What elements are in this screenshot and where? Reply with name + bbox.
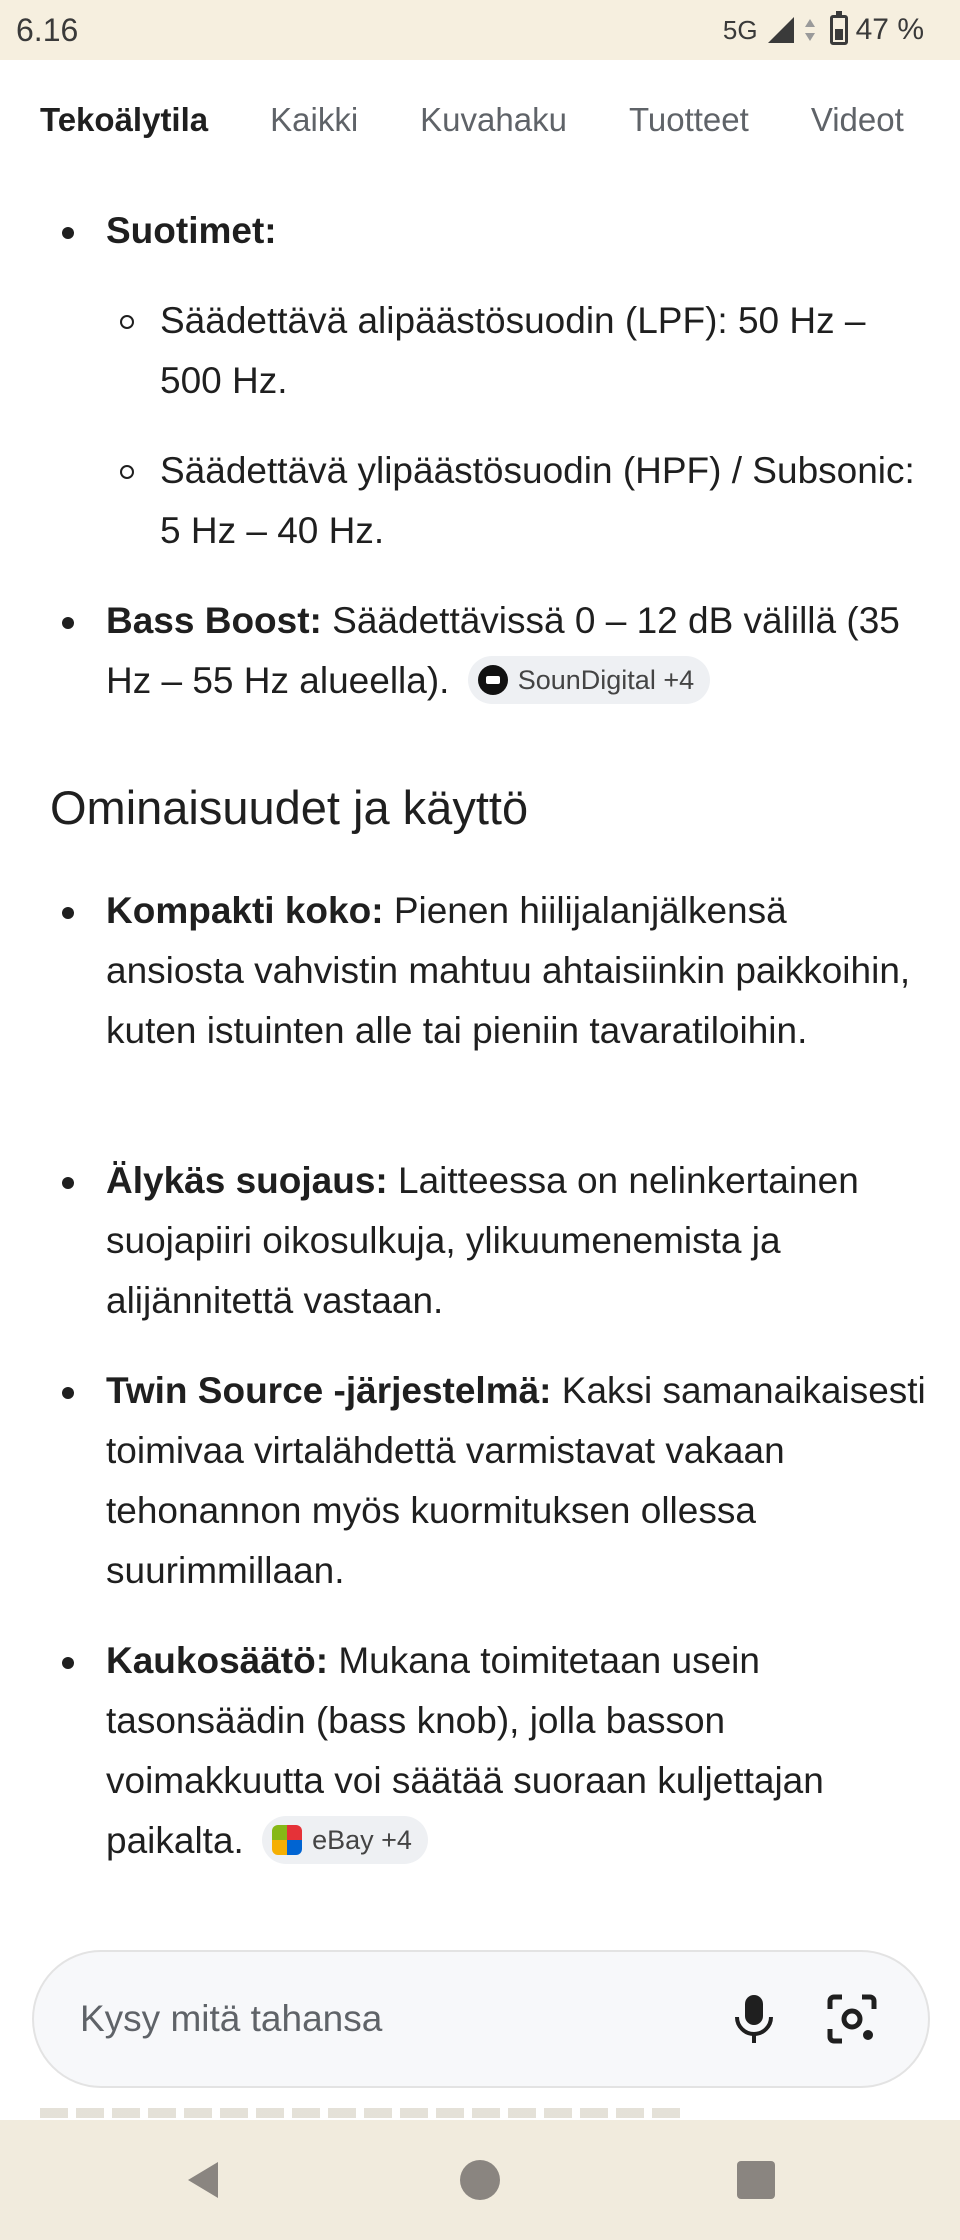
status-time: 6.16 [16, 12, 79, 48]
sub-list-item [160, 441, 920, 561]
feature-text: Pienen hiilijalanjälkensä ansiosta vahvistin mahtuu ahtaisiinkin paikkoihin, kuten istuinten alle tai pieniin tavaratiloihin. [106, 890, 911, 1051]
ask-input[interactable] [80, 1952, 680, 2086]
source-chip-label: eBay +4 [312, 1825, 412, 1856]
source-chip-ebay[interactable] [262, 1816, 428, 1864]
tab-all[interactable]: Kaikki [270, 101, 359, 138]
status-bar [0, 0, 960, 60]
voice-search-button[interactable] [724, 1989, 784, 2049]
tab-ai-mode[interactable]: Tekoälytila [40, 101, 209, 138]
ai-answer-content [0, 180, 960, 1950]
source-chip-soundigital[interactable] [468, 656, 710, 704]
mic-icon [724, 1989, 784, 2049]
soundigital-logo-icon [478, 665, 508, 695]
battery-level: 47 % [855, 13, 924, 46]
battery-icon [830, 15, 848, 45]
status-indicators [715, 12, 924, 48]
feature-label: Twin Source -järjestelmä: [106, 1370, 552, 1411]
section-heading: Ominaisuudet ja käyttö [50, 781, 529, 834]
feature-text: Mukana toimitetaan usein tasonsäädin (bass knob), jolla basson voimakkuutta voi säätää suoraan kuljettajan paikalta. [106, 1640, 824, 1861]
bass-boost-label: Bass Boost: [106, 600, 322, 641]
feature-label: Älykäs suojaus: [106, 1160, 388, 1201]
camera-lens-icon [822, 1989, 882, 2049]
system-nav-bar [0, 2120, 960, 2240]
feature-text: Laitteessa on nelinkertainen suojapiiri oikosulkuja, ylikuumenemista ja alijännitettä vastaan. [106, 1160, 859, 1321]
feature-label: Kaukosäätö: [106, 1640, 329, 1681]
list-item [106, 1631, 926, 1871]
list-item [106, 881, 926, 1061]
ask-anything-bar [32, 1950, 930, 2088]
recent-apps-icon[interactable] [734, 2158, 778, 2202]
bass-boost-text: Säädettävissä 0 – 12 dB välillä (35 Hz – 55 Hz alueella). [106, 600, 900, 701]
tab-images[interactable]: Kuvahaku [420, 101, 567, 138]
hpf-text: Säädettävä ylipäästösuodin (HPF) / Subsonic: 5 Hz – 40 Hz. [160, 450, 915, 551]
scrolled-content-peek [40, 2108, 680, 2118]
back-icon[interactable] [182, 2158, 226, 2202]
ebay-logo-icon [272, 1825, 302, 1855]
tab-products[interactable]: Tuotteet [628, 101, 749, 138]
network-type: 5G [722, 14, 758, 45]
source-chip-label: SounDigital +4 [517, 665, 695, 696]
list-item [106, 1151, 926, 1331]
filters-label: Suotimet: [106, 210, 277, 251]
list-item [106, 591, 926, 711]
sub-list-item [160, 291, 920, 411]
feature-text: Kaksi samanaikaisesti toimivaa virtalähdettä varmistavat vakaan tehonannon myös kuormituksen ollessa suurimmillaan. [106, 1370, 926, 1591]
home-icon[interactable] [458, 2158, 502, 2202]
data-arrows-icon [804, 15, 816, 45]
tab-videos[interactable]: Videot [810, 101, 904, 138]
signal-icon [766, 15, 796, 45]
feature-label: Kompakti koko: [106, 890, 384, 931]
google-lens-button[interactable] [822, 1989, 882, 2049]
list-item [106, 201, 926, 261]
list-item [106, 1361, 926, 1601]
lpf-text: Säädettävä alipäästösuodin (LPF): 50 Hz – 500 Hz. [160, 300, 866, 401]
search-mode-tabs [0, 60, 960, 180]
